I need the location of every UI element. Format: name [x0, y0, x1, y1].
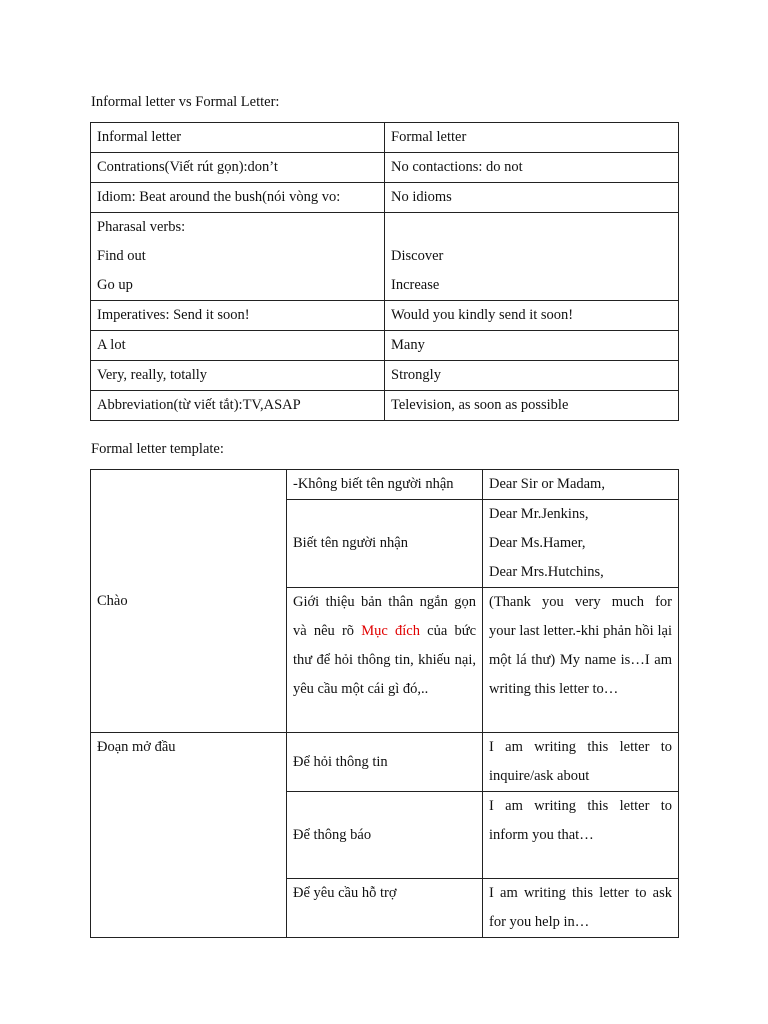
- table-row: [91, 331, 679, 361]
- purpose-highlight: Mục đích: [361, 623, 420, 639]
- table-cell: Contrations(Viết rút gọn):don’t: [91, 153, 385, 183]
- table-row: [91, 301, 679, 331]
- table-cell: Imperatives: Send it soon!: [91, 301, 385, 331]
- table-cell: Pharasal verbs: Find out Go up: [91, 213, 385, 301]
- informal-vs-formal-table: [90, 122, 679, 421]
- table-cell: Formal letter: [385, 123, 679, 153]
- table-cell: Để hỏi thông tin: [287, 733, 483, 792]
- table-cell: I am writing this letter to ask for you help in…: [483, 879, 679, 938]
- table-cell: Abbreviation(từ viết tắt):TV,ASAP: [91, 391, 385, 421]
- opening-label-cell: Đoạn mở đầu: [91, 733, 287, 938]
- table-cell: A lot: [91, 331, 385, 361]
- table-row: [91, 213, 679, 301]
- table-cell: Để thông báo: [287, 792, 483, 879]
- table-cell: Biết tên người nhận: [287, 500, 483, 588]
- table-row: [91, 733, 679, 792]
- table-cell: Strongly: [385, 361, 679, 391]
- table-cell: Dear Mr.Jenkins, Dear Ms.Hamer, Dear Mrs.Hutchins,: [483, 500, 679, 588]
- table-row: [91, 123, 679, 153]
- section2-heading: Formal letter template:: [91, 441, 224, 457]
- table-cell: Television, as soon as possible: [385, 391, 679, 421]
- table-cell: No contactions: do not: [385, 153, 679, 183]
- table-cell: Many: [385, 331, 679, 361]
- table-cell: Giới thiệu bản thân ngắn gọn và nêu rõ Mục đích của bức thư để hỏi thông tin, khiếu nại, yêu cầu một cái gì đó,..: [287, 588, 483, 733]
- table-row: [91, 470, 679, 500]
- table-row: [91, 153, 679, 183]
- table-cell: Informal letter: [91, 123, 385, 153]
- table-cell: Discover Increase: [385, 213, 679, 301]
- table-row: [91, 183, 679, 213]
- table-cell: Để yêu cầu hỗ trợ: [287, 879, 483, 938]
- table-cell: -Không biết tên người nhận: [287, 470, 483, 500]
- formal-letter-template-table: [90, 469, 679, 938]
- table-cell: (Thank you very much for your last letter.-khi phản hồi lại một lá thư) My name is…I am writing this letter to…: [483, 588, 679, 733]
- table-row: [91, 361, 679, 391]
- table-cell: No idioms: [385, 183, 679, 213]
- table-row: [91, 391, 679, 421]
- greeting-label-cell: Chào: [91, 470, 287, 733]
- table-cell: I am writing this letter to inform you that…: [483, 792, 679, 879]
- table-cell: Dear Sir or Madam,: [483, 470, 679, 500]
- table-cell: Would you kindly send it soon!: [385, 301, 679, 331]
- table-cell: Very, really, totally: [91, 361, 385, 391]
- table-cell: I am writing this letter to inquire/ask about: [483, 733, 679, 792]
- table-cell: Idiom: Beat around the bush(nói vòng vo:: [91, 183, 385, 213]
- section1-heading: Informal letter vs Formal Letter:: [91, 94, 280, 110]
